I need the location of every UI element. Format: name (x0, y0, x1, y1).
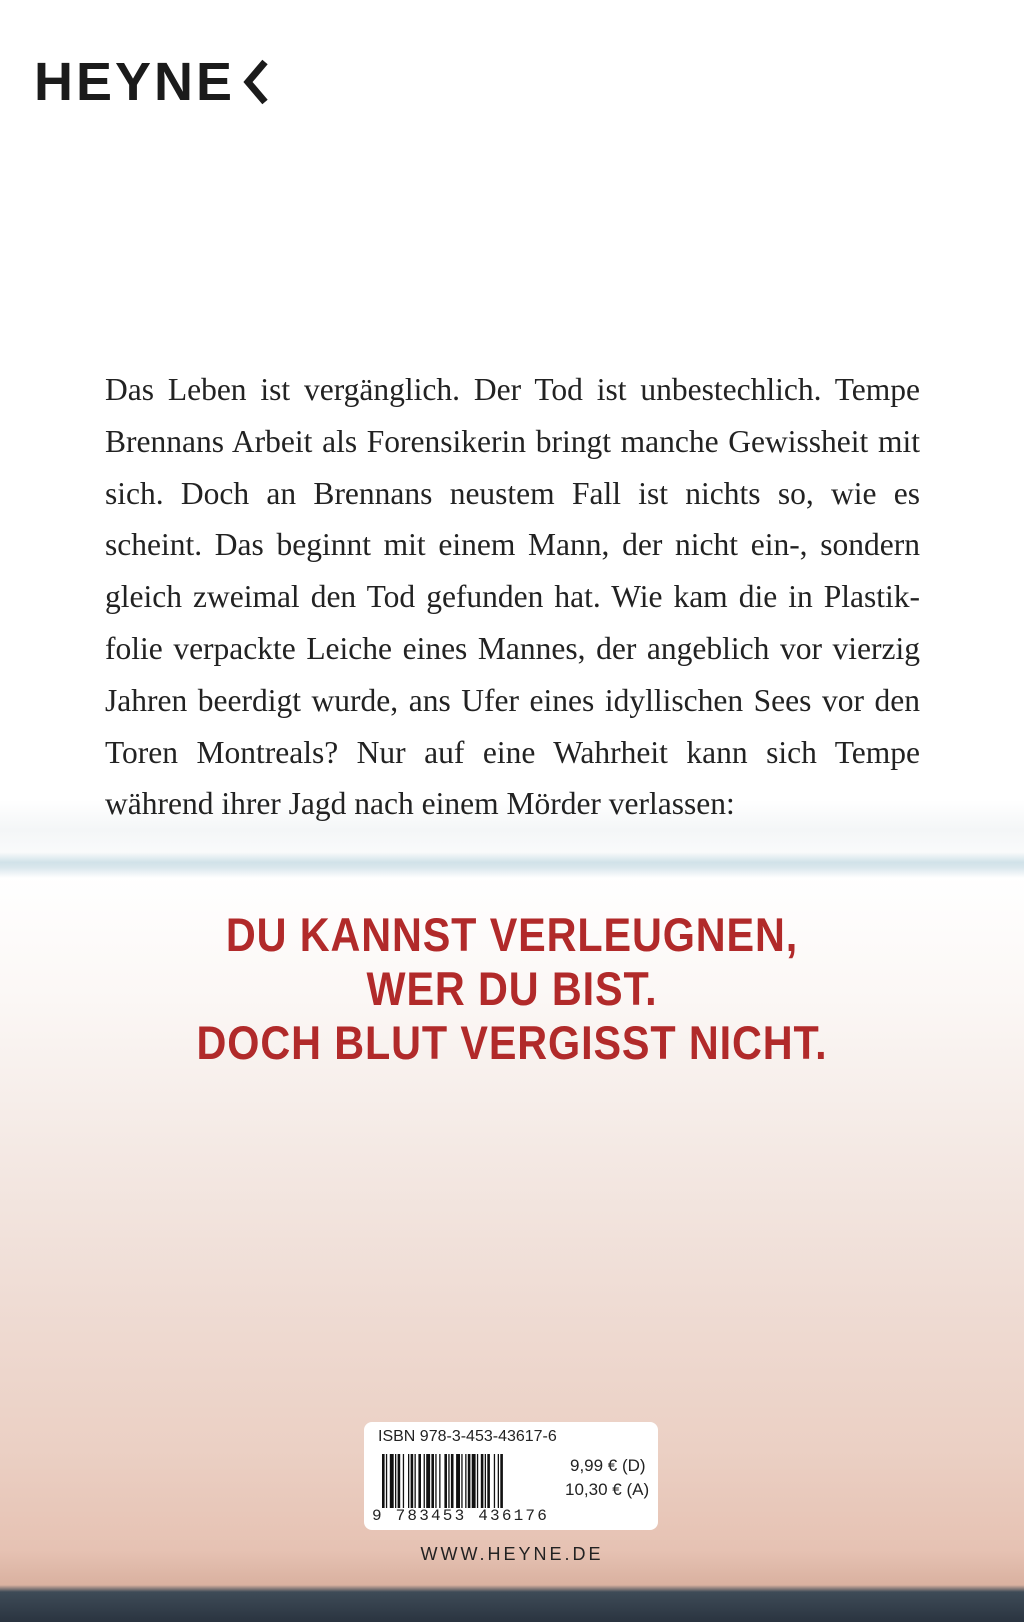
tagline (61, 908, 962, 1070)
price-germany: 9,99 € (D) (570, 1456, 646, 1475)
tagline-line-2: WER DU BIST. (366, 962, 658, 1015)
chevron-left-icon (243, 59, 269, 105)
isbn-label: ISBN 978-3-453-43617-6 (378, 1428, 557, 1445)
barcode-icon (380, 1454, 560, 1508)
publisher-name: HEYNE (34, 52, 236, 112)
horizon-band (0, 852, 1024, 878)
publisher-logo (34, 52, 269, 112)
blurb-text: Das Leben ist vergänglich. Der Tod ist unbestechlich. Tempe Brennans Arbeit als Forensikerin bringt manche Gewissheit mit sich. Doch an Brennans neustem Fall ist nichts so, wie es scheint. Das beginnt mit einem Mann, der nicht ein-, sondern gleich zweimal den Tod gefunden hat. Wie kam die in Plastikfolie verpackte Leiche eines Mannes, der angeblich vor vierzig Jahren beerdigt wurde, ans Ufer eines idyllischen Sees vor den Toren Montreals? Nur auf eine Wahrheit kann sich Tempe während ihrer Jagd nach einem Mörder verlassen: (105, 372, 920, 822)
website-url: WWW.HEYNE.DE (420, 1544, 604, 1564)
price-austria: 10,30 € (A) (565, 1480, 650, 1499)
tagline-line-1: DU KANNST VERLEUGNEN, (225, 908, 799, 961)
barcode-digits: 9 783453 436176 (372, 1507, 550, 1525)
barcode-panel (364, 1422, 658, 1530)
tagline-line-3: DOCH BLUT VERGISST NICHT. (196, 1016, 828, 1069)
